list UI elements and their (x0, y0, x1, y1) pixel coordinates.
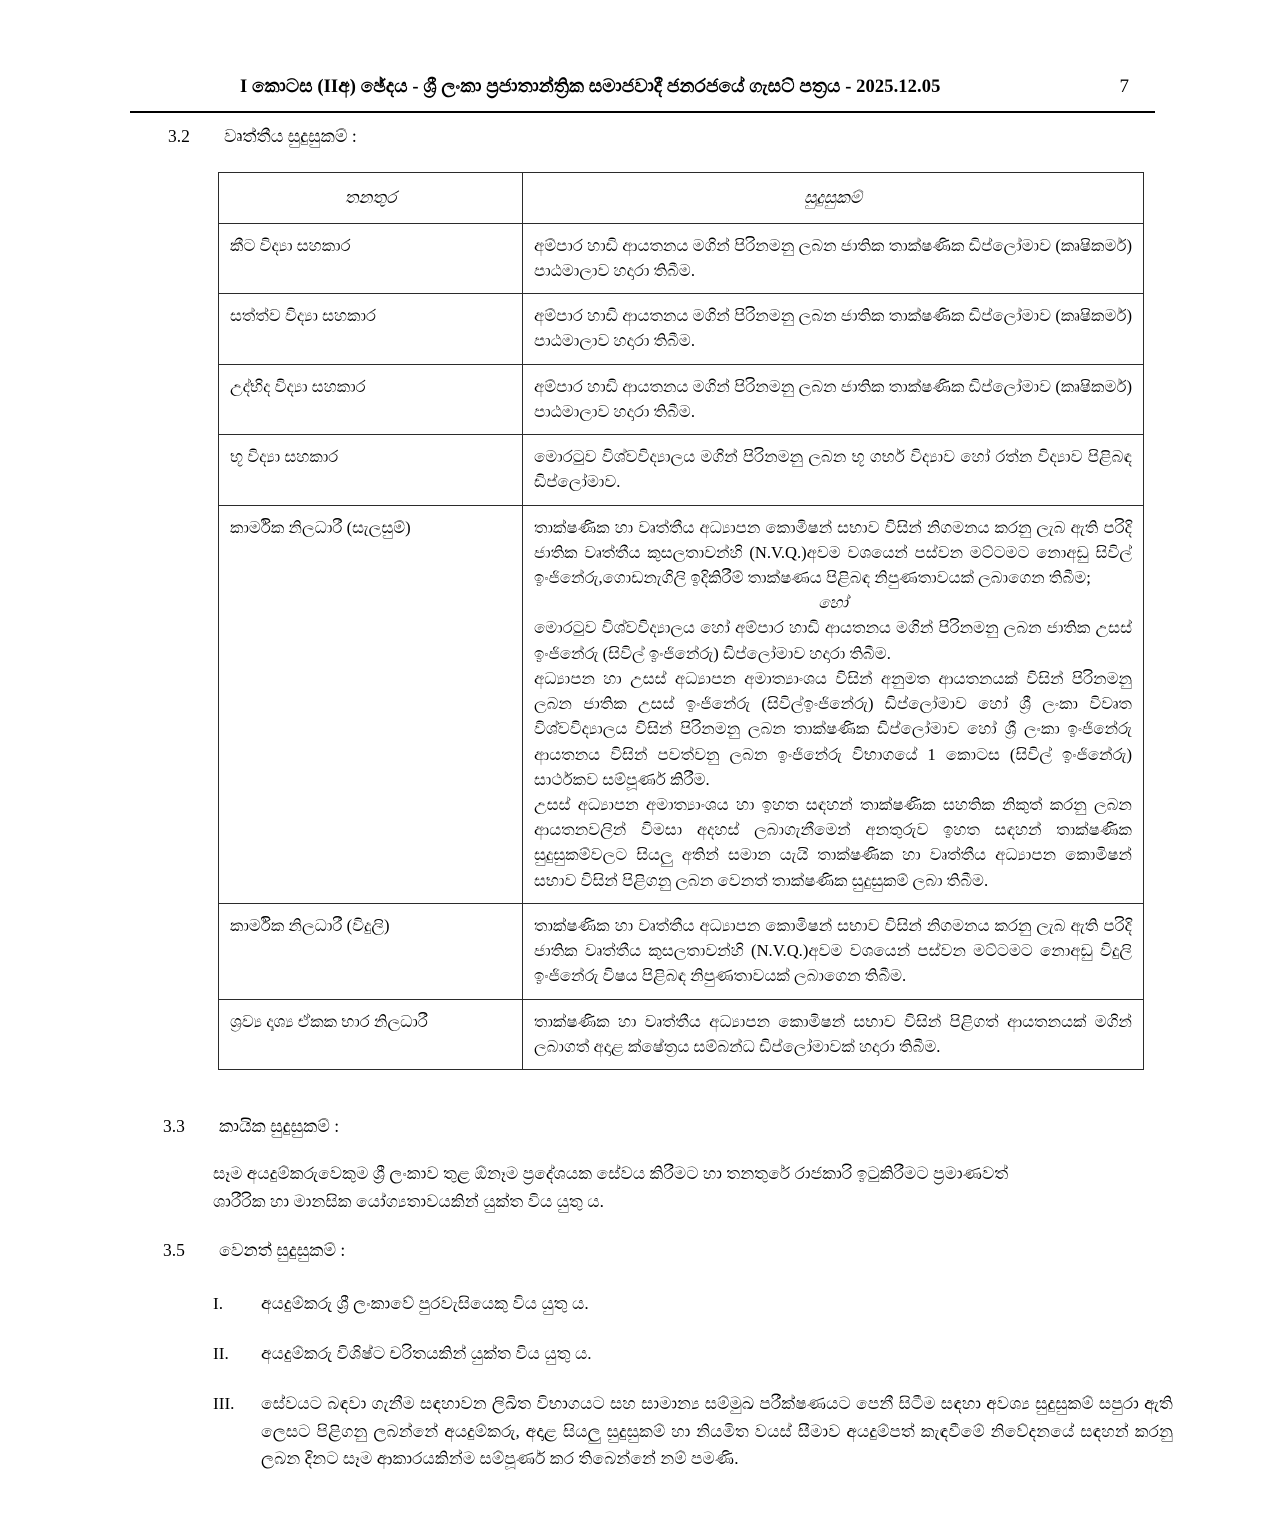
other-qualifications-list (213, 1290, 1173, 1495)
section-label: වෘත්තීය සුදුසුකම් : (224, 126, 357, 146)
gazette-header-title: I කොටස (IIඅ) ඡේදය - ශ්‍රී ලංකා ප්‍රජාතාන්ත්‍රික සමාජවාදී ජනරජයේ ගැසට් පත්‍රය - 2025.12.05 (240, 77, 941, 97)
cell-post: ශ්‍රව්‍ය දෘශ්‍ය ඒකක භාර නිලධාරී (219, 999, 523, 1069)
list-item-text (261, 1390, 1173, 1474)
section-number: 3.3 (163, 1116, 185, 1136)
list-item-text (261, 1290, 1173, 1318)
page-header (130, 76, 1155, 118)
cell-qualification: අම්පාර හාඩි ආයතනය මගින් පිරිනමනු ලබන ජාතික තාක්ෂණික ඩිප්ලෝමාව (කෘෂිකර්ම) පාඨමාලාව හදාරා තිබීම. (523, 294, 1144, 364)
column-header-post: තනතුර (219, 173, 523, 224)
qualification-block-2: මොරටුව විශ්වවිද්‍යාලය හෝ අම්පාර හාඩි ආයතනය මගින් පිරිනමනු ලබන ජාතික උසස් ඉංජිනේරු (සිවිල් ඉංජිනේරු) ඩිප්ලෝමාව හදාරා තිබීම. (534, 618, 1132, 663)
column-header-qualification: සුදුසුකම් (523, 173, 1144, 224)
section-heading-other-qualifications (163, 1240, 345, 1261)
qualification-block-3: අධ්‍යාපන හා උසස් අධ්‍යාපන අමාත්‍යාංශය විසින් අනුමත ආයතනයක් විසින් පිරිනමනු ලබන ජාතික උසස් ඉංජිනේරු (සිවිල්ඉංජිනේරු) ඩිප්ලෝමාව හෝ ශ්‍රී ලංකා විවෘත විශ්වවිද්‍යාලය විසින් පිරිනමනු ලබන තාක්ෂණික ඩිප්ලෝමාව හෝ ශ්‍රී ලංකා ඉංජිනේරු ආයතනය විසින් පවත්වනු ලබන ඉංජිනේරු විභාගයේ 1 කොටස (සිවිල් ඉංජිනේරු) සාර්ථකව සම්පූර්ණ කිරීම. (534, 668, 1132, 789)
section-label: වෙනත් සුදුසුකම් : (219, 1240, 346, 1260)
section-heading-professional-qualifications (168, 126, 357, 147)
list-item (213, 1290, 1173, 1318)
cell-qualification: තාක්ෂණික හා වෘත්තීය අධ්‍යාපන කොමිෂන් සභාව විසින් නිගමනය කරනු ලැබ ඇති පරිදි ජාතික වෘත්තීය කුසලතාවන්හි (N.V.Q.)අවම වශයෙන් පස්වන මට්ටමට නොඅඩු විදුලි ඉංජිනේරු විෂය පිළිබඳ නිපුණතාවයක් ලබාගෙන තිබීම. (523, 903, 1144, 999)
section-number: 3.5 (163, 1240, 185, 1260)
physical-qualifications-text (213, 1160, 1148, 1216)
physical-text-main: සෑම අයදුම්කරුවෙකුම ශ්‍රී ලංකාව තුළ ඕනෑම ප්‍රදේශයක සේවය කිරීමට හා තනතුරේ රාජකාරි ඉටුකිරීමට ප්‍රමාණවත් (213, 1164, 1009, 1183)
cell-post: කීට විද්‍යා සහකාර (219, 223, 523, 293)
table-row (219, 223, 1144, 293)
table-row (219, 903, 1144, 999)
section-number: 3.2 (168, 126, 190, 146)
section-label: කායික සුදුසුකම් : (219, 1116, 340, 1136)
list-item-body: අයදුම්කරු ශ්‍රී ලංකාවේ පුරවැසියෙකු විය යුතු ය. (261, 1294, 589, 1313)
table-row (219, 294, 1144, 364)
cell-post: භූ විද්‍යා සහකාර (219, 435, 523, 505)
cell-post: උද්භිද විද්‍යා සහකාර (219, 364, 523, 434)
qualification-block-1: තාක්ෂණික හා වෘත්තීය අධ්‍යාපන කොමිෂන් සභාව විසින් නිගමනය කරනු ලැබ ඇති පරිදි ජාතික වෘත්තීය කුසලතාවන්හි (N.V.Q.)අවම වශයෙන් පස්වන මට්ටමට නොඅඩු සිවිල් ඉංජිනේරු,ගොඩනැගිලි ඉදිකිරීම් තාක්ෂණය පිළිබඳ නිපුණතාවයක් ලබාගෙන තිබීම; (534, 517, 1132, 588)
list-item-marker: I. (213, 1294, 224, 1313)
qualification-or-label: හෝ (818, 593, 848, 613)
section-heading-physical-qualifications (163, 1116, 339, 1137)
cell-qualification: අම්පාර හාඩි ආයතනය මගින් පිරිනමනු ලබන ජාතික තාක්ෂණික ඩිප්ලෝමාව (කෘෂිකර්ම) පාඨමාලාව හදාරා තිබීම. (523, 223, 1144, 293)
cell-qualification: මොරටුව විශ්වවිද්‍යාලය මගින් පිරිනමනු ලබන භූ ගර්භ විද්‍යාව හෝ රත්න විද්‍යාව පිළිබඳ ඩිප්ලෝමාව. (523, 435, 1144, 505)
cell-qualification: තාක්ෂණික හා වෘත්තීය අධ්‍යාපන කොමිෂන් සභාව විසින් පිළිගත් ආයතනයක් මගින් ලබාගත් අදාළ ක්ෂේත්‍රය සම්බන්ධ ඩිප්ලෝමාවක් හදාරා තිබීම. (523, 999, 1144, 1069)
list-item-tail: නම් පමණි. (660, 1449, 739, 1469)
qualifications-table (218, 172, 1144, 1070)
table-row (219, 505, 1144, 903)
list-item (213, 1390, 1173, 1474)
list-item-marker: II. (213, 1343, 229, 1363)
list-item-body: අයදුම්කරු විශිෂ්ට චරිතයකින් යුක්ත විය යුතු ය. (261, 1343, 592, 1363)
qualification-block-4: උසස් අධ්‍යාපන අමාත්‍යාංශය හා ඉහත සඳහන් තාක්ෂණික සහතික නිකුත් කරනු ලබන ආයතනවලින් විමසා අදහස් ලබාගැනීමෙන් අනතුරුව ඉහත සඳහන් තාක්ෂණික සුදුසුකම්වලට සියලු අතින් සමාන යැයි තාක්ෂණික හා වෘත්තීය අධ්‍යාපන කොමිෂන් සභාව විසින් පිළිගනු ලබන වෙනත් තාක්ෂණික සුදුසුකම් ලබා තිබීම. (534, 794, 1132, 890)
table-row (219, 999, 1144, 1069)
physical-text-tail: ශාරීරික හා මානසික යෝග්‍යතාවයකින් යුක්ත විය යුතු ය. (213, 1191, 604, 1211)
table-row (219, 364, 1144, 434)
page-number: 7 (1119, 76, 1129, 97)
list-item-marker: III. (213, 1393, 235, 1413)
table-row (219, 435, 1144, 505)
cell-qualification: අම්පාර හාඩි ආයතනය මගින් පිරිනමනු ලබන ජාතික තාක්ෂණික ඩිප්ලෝමාව (කෘෂිකර්ම) පාඨමාලාව හදාරා තිබීම. (523, 364, 1144, 434)
table-header-row (219, 173, 1144, 224)
cell-qualification (523, 505, 1144, 903)
list-item-text (261, 1340, 1173, 1368)
cell-post: කාර්මික නිලධාරී (විදුලි) (219, 903, 523, 999)
header-divider (130, 111, 1155, 113)
cell-post: සත්ත්ව විද්‍යා සහකාර (219, 294, 523, 364)
list-item (213, 1340, 1173, 1368)
list-item-body: සේවයට බඳවා ගැනීම සඳහාවන ලිඛිත විභාගයට සහ සාමාන්‍ය සම්මුඛ පරීක්ෂණයට පෙනී සිටීම සඳහා අවශ්‍ය සුදුසුකම් සපුරා ඇති ලෙසට පිළිගනු ලබන්නේ අයදුම්කරු, අදාළ සියලු සුදුසුකම් හා නියමිත වයස් සීමාව අයදුම්පත් කැඳවීමේ නිවේදනයේ සඳහන් කරනු ලබන දිනට සෑම ආකාරයකින්ම සම්පූර්ණ කර තිබෙන්නේ (261, 1393, 1173, 1469)
cell-post: කාර්මික නිලධාරී (සැලසුම්) (219, 505, 523, 903)
